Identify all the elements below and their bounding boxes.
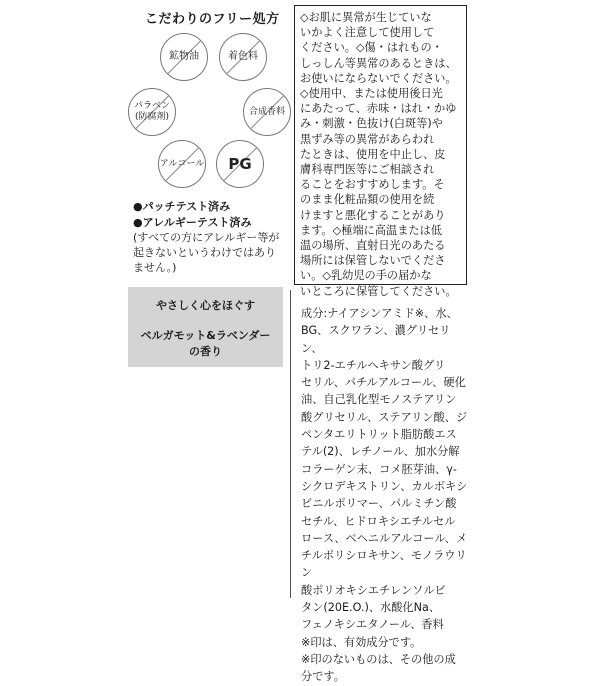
scent-tagline: やさしく心をほぐす bbox=[156, 299, 255, 312]
caution-text-1: ◇お肌に異常が生じていな いかよく注意して使用して ください。◇傷・はれもの・ しっしん等異常のあるときは、 お使いにならないでください。 bbox=[300, 11, 457, 85]
scent-box bbox=[128, 287, 283, 367]
allergy-test-check: ●アレルギーテスト済み bbox=[133, 216, 252, 229]
colorant-free-badge bbox=[219, 33, 267, 81]
ingredients-list: 成分:ナイアシンアミド※、水、 BG、スクワラン、濃グリセリン、 トリ2-エチルヘキサン酸グリ セリル、パチルアルコール、硬化 油、自己乳化型モノステアリン 酸グリセリル、ステアリン酸、ジ ペンタエリトリット脂肪酸エス テル(2)、レチノール、加水分解 コラーゲン末、コメ胚芽油、γ- シクロデキストリン、カルボキシ ビニルポリマー、パルミチン酸 セチル、ヒドロキシエチルセル ロース、ベヘニルアルコール、メ チルポリシロキサン、モノラウリン 酸ポリオキシエチレンソルビ タン(20E.O.)、水酸化Na、 フェノキシエタノール、香料 ※印は、有効成分です。 ※印のないものは、その他の成 分です。 bbox=[301, 307, 468, 684]
scent-name-suffix: の香り bbox=[189, 345, 222, 358]
badge-label: アルコール bbox=[159, 158, 205, 169]
badge-label-line2: (防腐剤) bbox=[134, 112, 170, 122]
synthetic-fragrance-free-badge bbox=[243, 88, 291, 136]
allergy-note: (すべての方にアレルギー等が起きないというわけではありません。) bbox=[133, 231, 280, 274]
badge-label: 鉱物油 bbox=[169, 51, 199, 62]
free-formula-title: こだわりのフリー処方 bbox=[145, 12, 280, 27]
caution-box bbox=[294, 5, 467, 298]
column-divider bbox=[290, 290, 291, 598]
mineral-oil-free-badge bbox=[160, 33, 208, 81]
badge-label: 着色料 bbox=[228, 51, 258, 62]
badge-label: PG bbox=[228, 155, 252, 173]
badge-label: 合成香料 bbox=[248, 106, 285, 117]
paraben-free-badge bbox=[128, 88, 176, 136]
caution-text-2: ◇使用中、または使用後日光 にあたって、赤味・はれ・かゆ み・刺激・色抜け(白斑等)や 黒ずみ等の異常があらわれ たときは、使用を中止し、皮 膚科専門医等にご相談され ることをおすすめします。そ のまま化粧品類の使用を続 けますと悪化することがあり ます。◇極端に高温または低 温の場所、直射日光のあたる 場所には保管しないでくださ い。◇乳幼児の手の届かな いところに保管してください。 bbox=[300, 87, 457, 298]
pg-free-badge bbox=[216, 140, 264, 188]
patch-test-check: ●パッチテスト済み bbox=[133, 200, 231, 213]
badge-label-line1: パラベン bbox=[133, 101, 170, 111]
alcohol-free-badge bbox=[158, 140, 206, 188]
scent-name: ベルガモット&ラベンダー bbox=[140, 329, 271, 342]
